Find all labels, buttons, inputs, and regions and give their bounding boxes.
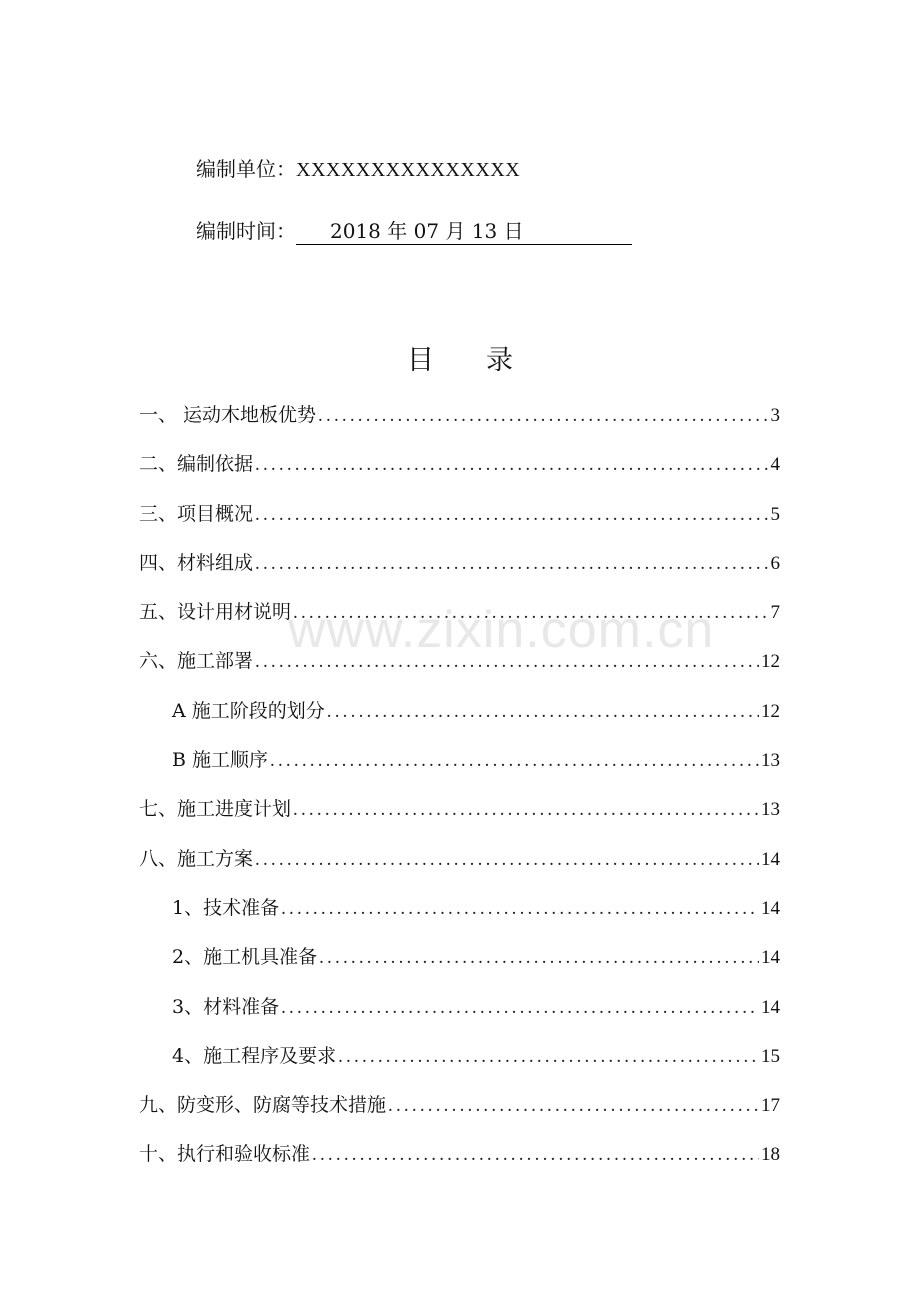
toc-page-number: 6 [770, 552, 780, 574]
toc-leader-dots [255, 651, 759, 673]
toc-leader-dots [281, 898, 759, 920]
toc-page-number: 12 [761, 700, 780, 722]
toc-entry-label: 2、施工机具准备 [172, 946, 318, 969]
toc-page-number: 14 [761, 996, 780, 1018]
toc-entry-8[interactable] [139, 794, 780, 843]
toc-page-number: 13 [761, 799, 780, 821]
toc-leader-dots [327, 701, 759, 723]
compiling-unit-label: 编制单位： [196, 157, 296, 181]
toc-leader-dots [312, 1144, 759, 1166]
toc-entry-12[interactable] [139, 992, 780, 1041]
compiling-date-label: 编制时间： [196, 219, 296, 243]
toc-entry-label: 七、施工进度计划 [139, 798, 292, 821]
toc-entry-label: B 施工顺序 [172, 749, 269, 772]
toc-page-number: 13 [761, 750, 780, 772]
toc-entry-10[interactable] [139, 893, 780, 942]
toc-page-number: 18 [761, 1144, 780, 1166]
toc-entry-2[interactable] [139, 499, 780, 548]
toc-page-number: 4 [770, 454, 780, 476]
toc-entry-label: 四、材料组成 [139, 551, 254, 574]
toc-entry-label: 九、防变形、防腐等技术措施 [139, 1094, 387, 1117]
toc-entry-label: 五、设计用材说明 [139, 601, 292, 624]
compiling-unit [196, 153, 520, 182]
toc-leader-dots [255, 454, 768, 476]
toc-entry-6[interactable] [139, 696, 780, 745]
toc-leader-dots [293, 799, 759, 821]
toc-entry-label: 十、执行和验收标准 [139, 1143, 311, 1166]
table-of-contents [139, 400, 780, 1189]
toc-entry-14[interactable] [139, 1090, 780, 1139]
toc-entry-13[interactable] [139, 1041, 780, 1090]
toc-leader-dots [293, 602, 768, 624]
toc-page-number: 14 [761, 848, 780, 870]
toc-entry-3[interactable] [139, 548, 780, 597]
toc-entry-label: 六、施工部署 [139, 650, 254, 673]
toc-entry-0[interactable] [139, 400, 780, 449]
toc-page-number: 15 [761, 1045, 780, 1067]
toc-entry-7[interactable] [139, 745, 780, 794]
toc-page-number: 7 [770, 602, 780, 624]
toc-leader-dots [255, 504, 768, 526]
toc-entry-label: 4、施工程序及要求 [172, 1044, 337, 1067]
compiling-date [196, 215, 632, 245]
toc-entry-label: 二、编制依据 [139, 453, 254, 476]
toc-entry-label: 一、 运动木地板优势 [139, 404, 317, 426]
toc-entry-label: 1、技术准备 [172, 896, 280, 919]
toc-entry-11[interactable] [139, 942, 780, 991]
toc-entry-label: 三、项目概况 [139, 502, 254, 525]
toc-entry-4[interactable] [139, 597, 780, 646]
toc-leader-dots [281, 997, 759, 1019]
toc-leader-dots [319, 947, 759, 969]
toc-entry-label: 3、材料准备 [172, 995, 280, 1018]
toc-leader-dots [338, 1046, 759, 1068]
toc-page-number: 14 [761, 947, 780, 969]
toc-title: 目录 [407, 345, 565, 376]
compiling-date-value: 2018 年 07 月 13 日 [296, 218, 632, 245]
compiling-unit-value: XXXXXXXXXXXXXXX [296, 159, 521, 181]
toc-entry-1[interactable] [139, 449, 780, 498]
toc-entry-label: 八、施工方案 [139, 847, 254, 870]
toc-leader-dots [270, 750, 759, 772]
toc-entry-5[interactable] [139, 646, 780, 695]
toc-page-number: 12 [761, 651, 780, 673]
toc-page-number: 5 [770, 503, 780, 525]
toc-page-number: 3 [770, 405, 780, 426]
toc-page-number: 17 [761, 1095, 780, 1117]
toc-leader-dots [318, 405, 768, 427]
toc-entry-15[interactable] [139, 1139, 780, 1188]
watermark: www.zixin.com.cn [288, 601, 715, 659]
toc-page-number: 14 [761, 897, 780, 919]
toc-leader-dots [255, 849, 759, 871]
toc-leader-dots [255, 553, 768, 575]
toc-leader-dots [388, 1095, 759, 1117]
toc-entry-label: A 施工阶段的划分 [172, 699, 325, 722]
toc-entry-9[interactable] [139, 844, 780, 893]
